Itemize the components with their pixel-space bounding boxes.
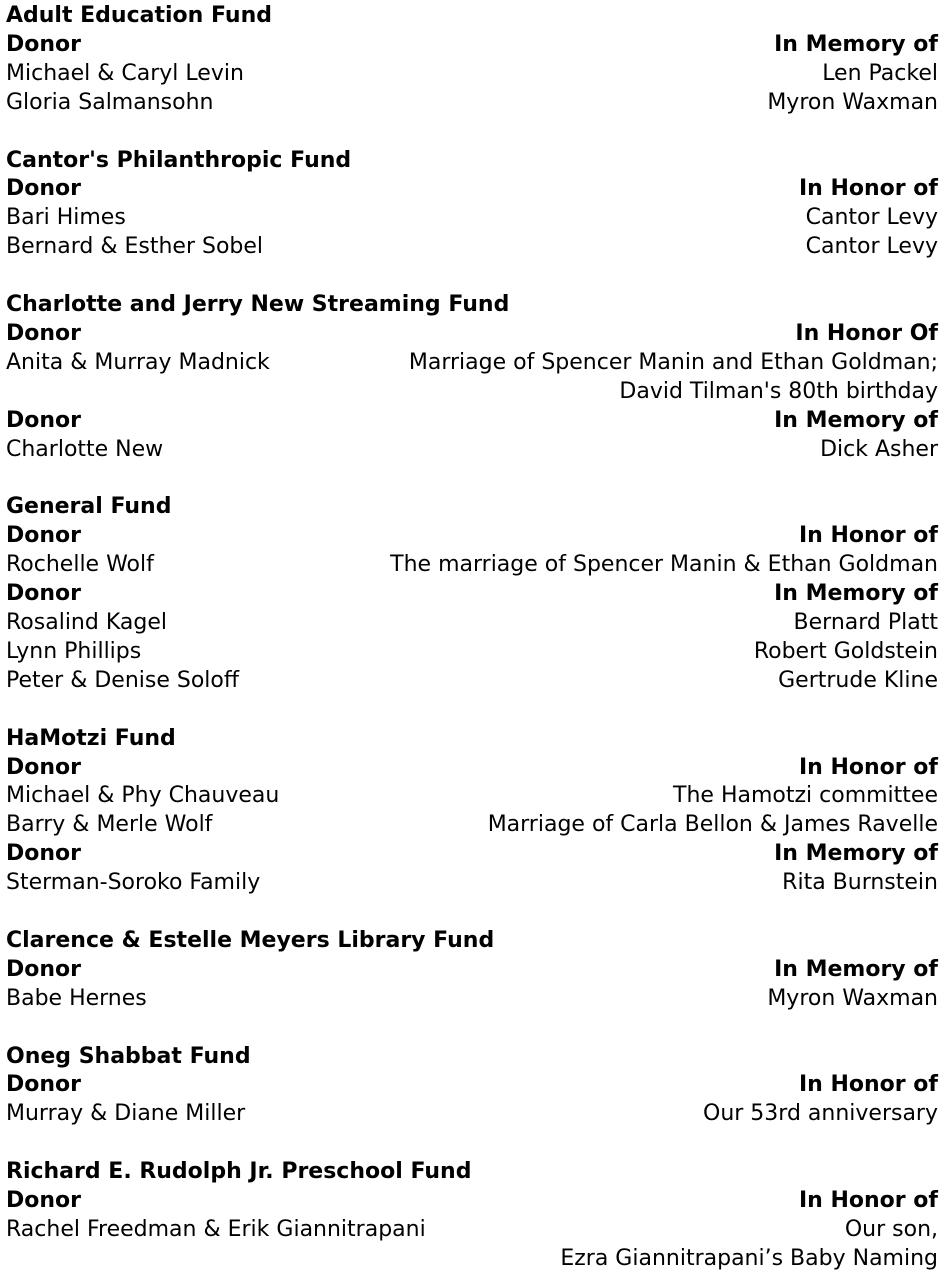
donor-header: Donor	[6, 841, 82, 867]
donor-header: Donor	[6, 407, 82, 433]
column-headers	[6, 320, 938, 349]
donation-row	[6, 89, 938, 118]
donor-name: Charlotte New	[6, 436, 164, 462]
tribute-name: Myron Waxman	[767, 89, 938, 115]
tribute-name: Dick Asher	[820, 436, 938, 462]
column-headers	[6, 31, 938, 60]
donor-header: Donor	[6, 1072, 82, 1098]
tribute-name: Cantor Levy	[805, 234, 938, 260]
tribute-name: Myron Waxman	[767, 985, 938, 1011]
tribute-header: In Memory of	[774, 31, 938, 57]
donation-row	[6, 667, 938, 696]
tribute-name: Bernard Platt	[793, 609, 938, 635]
fund-adult-education	[6, 2, 938, 118]
donation-row	[6, 782, 938, 811]
donor-header: Donor	[6, 956, 82, 982]
tribute-name: Our son, Ezra Giannitrapani’s Baby Naming	[560, 1216, 938, 1271]
donation-row	[6, 869, 938, 898]
tribute-name: The Hamotzi committee	[673, 783, 938, 809]
donor-name: Rochelle Wolf	[6, 552, 154, 578]
tribute-header: In Memory of	[774, 956, 938, 982]
fund-title: General Fund	[6, 494, 172, 520]
donor-header: Donor	[6, 176, 82, 202]
donor-name: Gloria Salmansohn	[6, 89, 214, 115]
donor-name: Rosalind Kagel	[6, 609, 167, 635]
donor-name: Michael & Caryl Levin	[6, 60, 244, 86]
donor-name: Anita & Murray Madnick	[6, 349, 270, 375]
tribute-name: Len Packel	[822, 60, 938, 86]
donation-row	[6, 60, 938, 89]
donor-name: Lynn Phillips	[6, 638, 142, 664]
donation-row	[6, 811, 938, 840]
donor-name: Bari Himes	[6, 205, 126, 231]
tribute-header: In Honor of	[798, 523, 938, 549]
donor-name: Barry & Merle Wolf	[6, 812, 213, 838]
fund-streaming	[6, 291, 938, 464]
tribute-name: Marriage of Carla Bellon & James Ravelle	[487, 812, 938, 838]
tribute-name: Gertrude Kline	[778, 667, 938, 693]
donor-name: Rachel Freedman & Erik Giannitrapani	[6, 1216, 426, 1242]
fund-title: Clarence & Estelle Meyers Library Fund	[6, 927, 495, 953]
column-headers	[6, 754, 938, 783]
tribute-header: In Memory of	[774, 841, 938, 867]
tribute-name: Our 53rd anniversary	[703, 1101, 938, 1127]
donor-name: Michael & Phy Chauveau	[6, 783, 280, 809]
column-headers	[6, 522, 938, 551]
donor-header: Donor	[6, 523, 82, 549]
donation-row	[6, 436, 938, 465]
donation-row	[6, 551, 938, 580]
fund-title: Charlotte and Jerry New Streaming Fund	[6, 292, 510, 318]
donor-header: Donor	[6, 320, 82, 346]
donor-name: Sterman-Soroko Family	[6, 870, 261, 896]
donor-name: Bernard & Esther Sobel	[6, 234, 264, 260]
column-headers	[6, 956, 938, 985]
tribute-header: In Memory of	[774, 581, 938, 607]
tribute-header: In Honor of	[798, 176, 938, 202]
fund-hamotzi	[6, 725, 938, 898]
tribute-header: In Memory of	[774, 407, 938, 433]
donation-row	[6, 349, 938, 407]
column-headers	[6, 1071, 938, 1100]
donor-name: Babe Hernes	[6, 985, 147, 1011]
tribute-header: In Honor Of	[795, 320, 938, 346]
column-headers	[6, 580, 938, 609]
tribute-header: In Honor of	[798, 1072, 938, 1098]
tribute-name: The marriage of Spencer Manin & Ethan Goldman	[390, 552, 938, 578]
donation-row	[6, 1100, 938, 1129]
column-headers	[6, 407, 938, 436]
tribute-name: Robert Goldstein	[753, 638, 938, 664]
tribute-name: Rita Burnstein	[782, 870, 938, 896]
column-headers	[6, 175, 938, 204]
fund-title: Oneg Shabbat Fund	[6, 1043, 251, 1069]
column-headers	[6, 840, 938, 869]
fund-title: Cantor's Philanthropic Fund	[6, 147, 352, 173]
tribute-header: In Honor of	[798, 1188, 938, 1214]
donation-row	[6, 233, 938, 262]
donation-row	[6, 1216, 938, 1274]
donation-row	[6, 638, 938, 667]
donation-row	[6, 609, 938, 638]
fund-library	[6, 927, 938, 1014]
tribute-name: Cantor Levy	[805, 205, 938, 231]
fund-preschool	[6, 1158, 938, 1274]
donor-header: Donor	[6, 31, 82, 57]
donation-row	[6, 985, 938, 1014]
fund-title: Adult Education Fund	[6, 3, 272, 28]
donation-list	[6, 0, 938, 1274]
fund-cantors-philanthropic	[6, 147, 938, 263]
tribute-header: In Honor of	[798, 754, 938, 780]
donor-name: Murray & Diane Miller	[6, 1101, 246, 1127]
column-headers	[6, 1187, 938, 1216]
donor-header: Donor	[6, 754, 82, 780]
tribute-name: Marriage of Spencer Manin and Ethan Goldman; David Tilman's 80th birthday	[408, 349, 938, 404]
donation-row	[6, 204, 938, 233]
fund-general	[6, 493, 938, 695]
fund-oneg-shabbat	[6, 1043, 938, 1130]
fund-title: Richard E. Rudolph Jr. Preschool Fund	[6, 1159, 472, 1185]
donor-header: Donor	[6, 581, 82, 607]
fund-title: HaMotzi Fund	[6, 725, 176, 751]
donor-name: Peter & Denise Soloff	[6, 667, 240, 693]
donor-header: Donor	[6, 1188, 82, 1214]
